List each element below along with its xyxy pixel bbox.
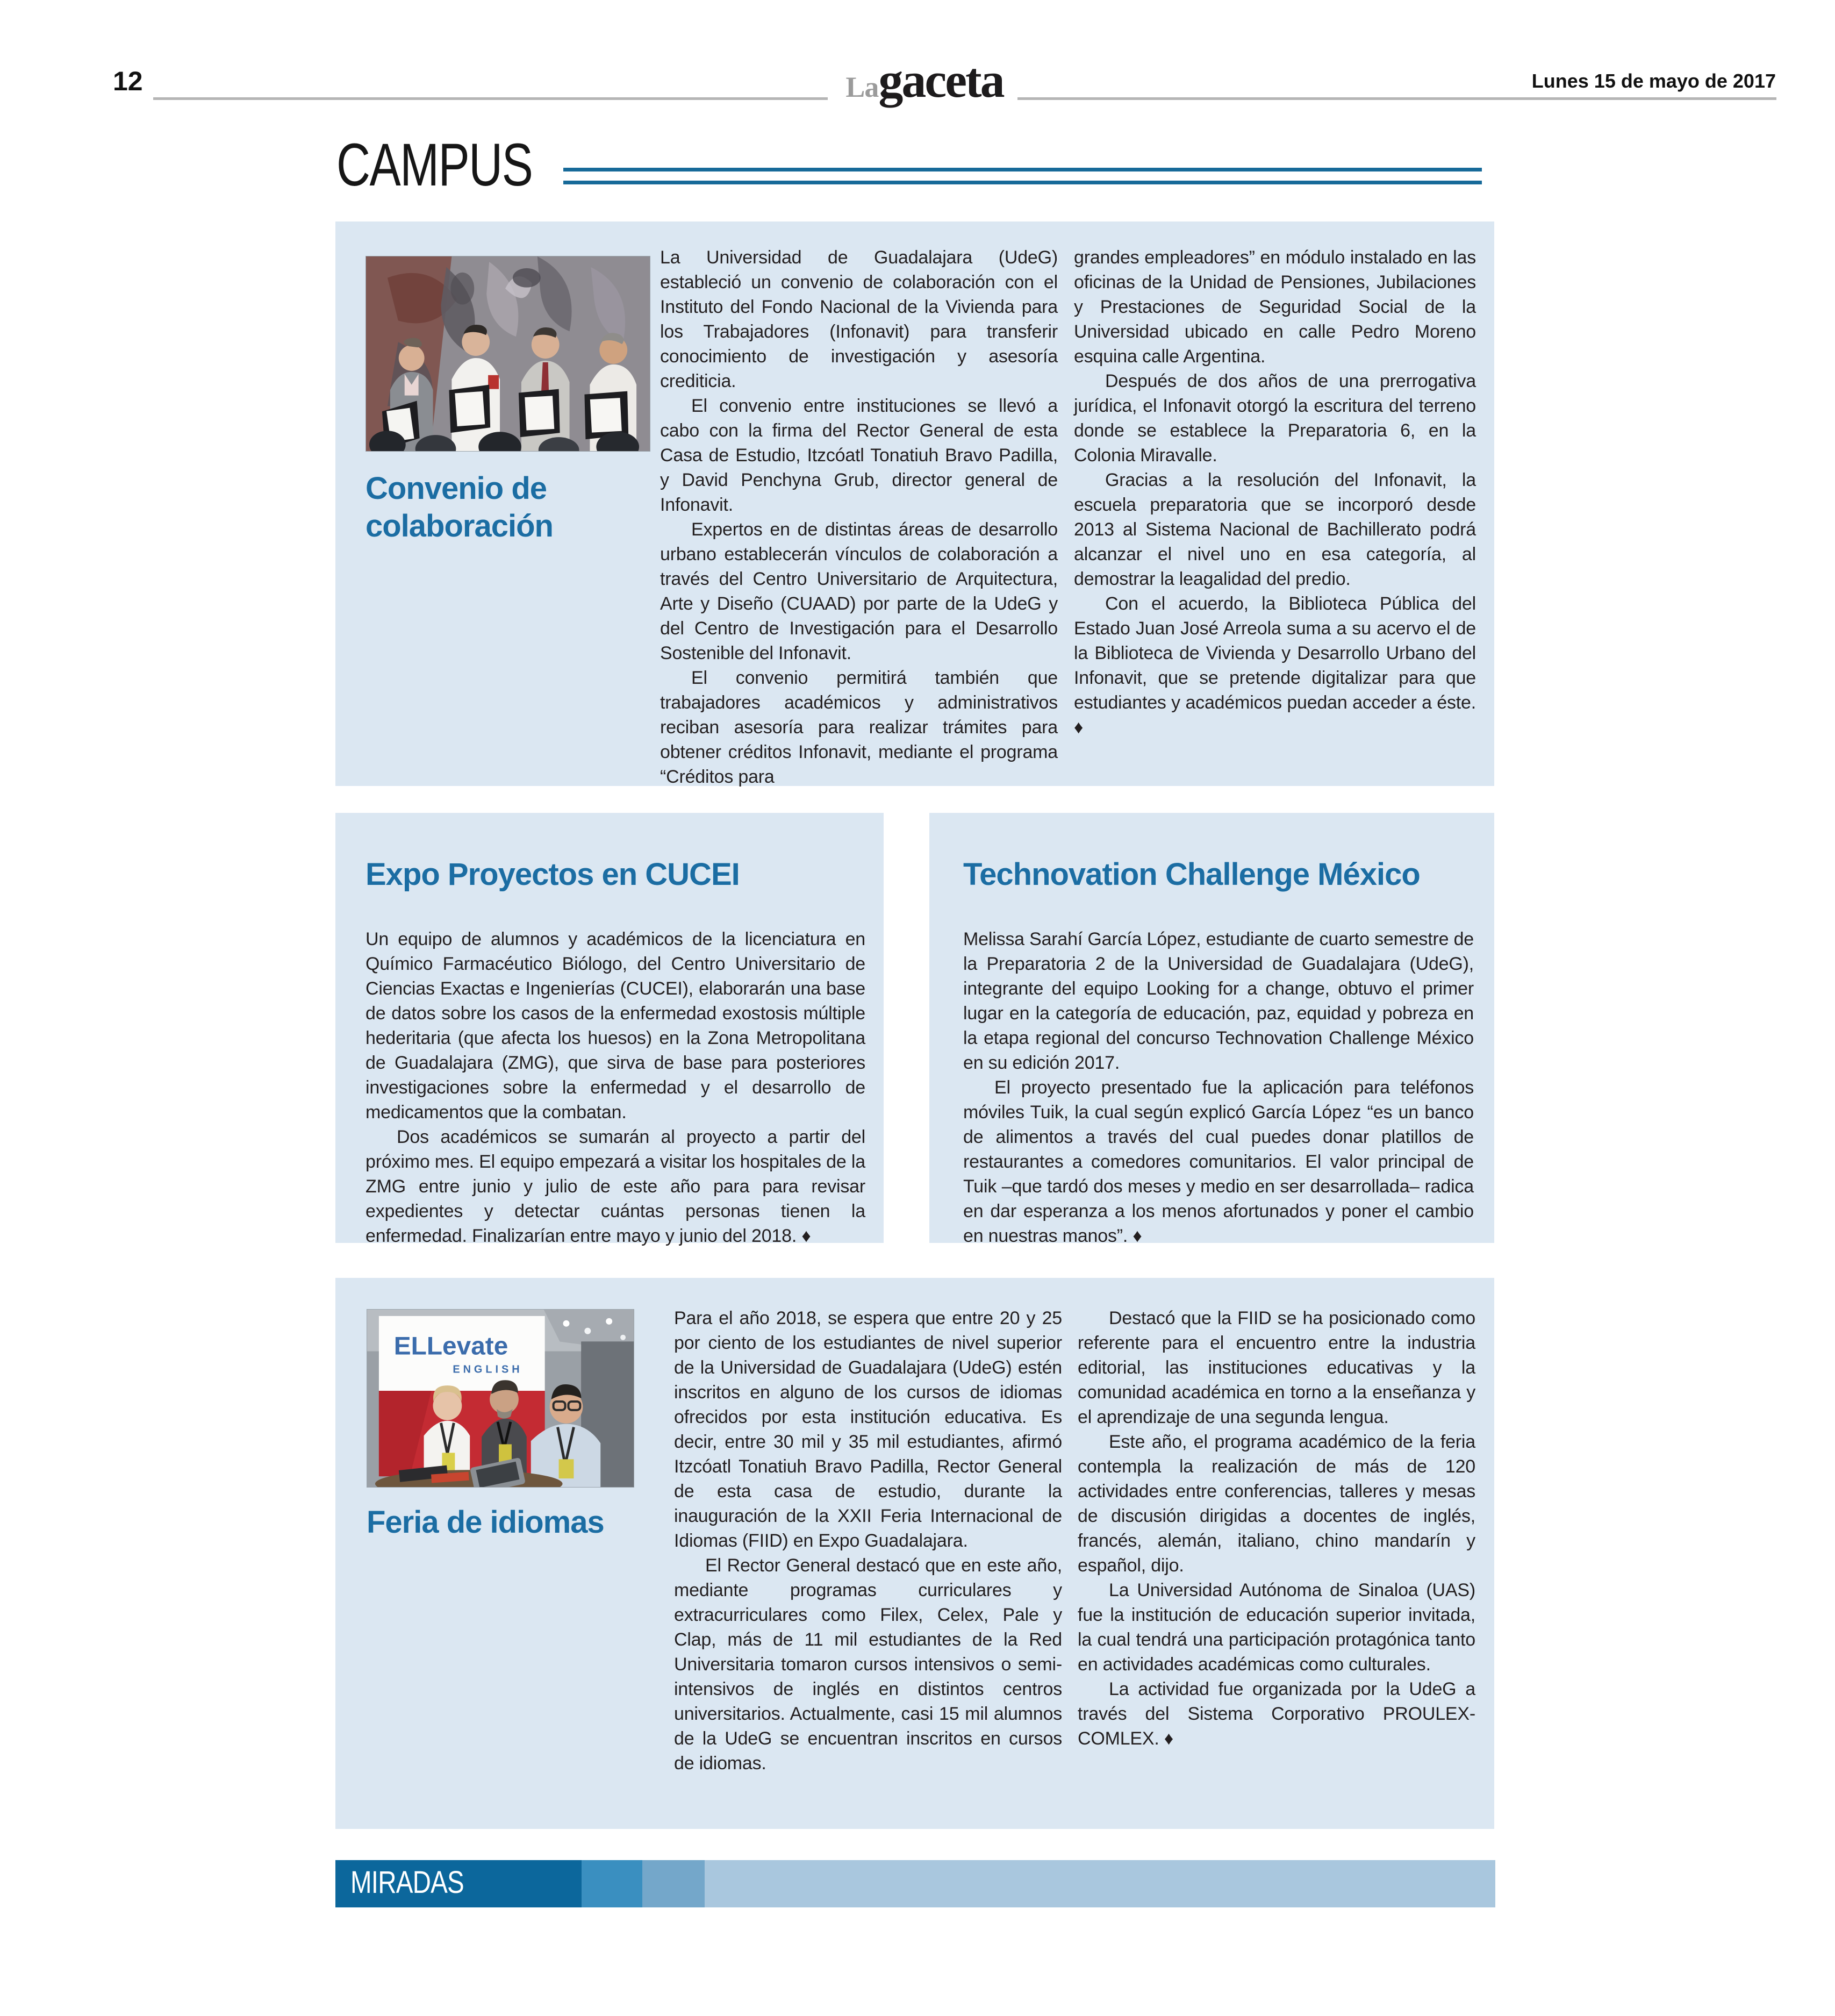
article-technovation [929, 813, 1494, 1246]
feria-column-1 [674, 1306, 1062, 1776]
feria-photo-illustration [367, 1310, 634, 1487]
masthead-la: La [845, 71, 879, 103]
article-paragraph: Expertos en de distintas áreas de desarrollo urbano establecerán vínculos de colaboración a través del Centro Universitario de Arquitectura, Arte y Diseño (CUAAD) por parte de la UdeG y del Centro de Investigación para el Desarrollo Sostenible del Infonavit. [660, 519, 1058, 663]
section-rule-bottom [563, 181, 1482, 184]
article-paragraph: El proyecto presentado fue la aplicación para teléfonos móviles Tuik, la cual según explicó García López “es un banco de alimentos a través del cual puedes donar platillos de restaurantes a comedores comunitarios. El valor principal de Tuik –que tardó dos meses y medio en ser desarrollada– radica en dar esperanza a los menos afortunados y poner el cambio en nuestras manos”. ♦ [963, 1077, 1474, 1246]
article-paragraph: Gracias a la resolución del Infonavit, la escuela preparatoria que se incorporó desde 2013 al Sistema Nacional de Bachillerato podrá alcanzar el nivel uno en esa categoría, al demostrar la leagalidad del predio. [1074, 470, 1476, 589]
article-paragraph: Este año, el programa académico de la feria contempla la realización de más de 120 actividades entre conferencias, talleres y mesas de discusión dirigidas a docentes de inglés, francés, alemán, italiano, chino mandarín y español, dijo. [1078, 1432, 1475, 1576]
article-feria [335, 1278, 1494, 1829]
article-paragraph: Después de dos años de una prerrogativa jurídica, el Infonavit otorgó la escritura del terreno donde se establece la Preparatoria 6, en la Colonia Miravalle. [1074, 371, 1476, 466]
article-paragraph: Melissa Sarahí García López, estudiante de cuarto semestre de la Preparatoria 2 de la Universidad de Guadalajara (UdeG), integrante del equipo Looking for a change, obtuvo el primer lugar en la categoría de educación, paz, equidad y pobreza en la etapa regional del concurso Technovation Challenge México en su edición 2017. [963, 929, 1474, 1073]
article-paragraph: Dos académicos se sumarán al proyecto a partir del próximo mes. El equipo empezará a visitar los hospitales de la ZMG entre junio y julio de este año para para revisar expedientes y detectar cuántas personas tienen la enfermedad. Finalizarían entre mayo y junio del 2018. ♦ [365, 1127, 865, 1246]
page-number: 12 [113, 66, 143, 96]
convenio-title-line2: colaboración [365, 509, 553, 544]
miradas-banner-dark-segment [335, 1860, 582, 1907]
miradas-label: MIRADAS [350, 1865, 464, 1900]
article-paragraph: La Universidad de Guadalajara (UdeG) estableció un convenio de colaboración con el Instituto del Fondo Nacional de la Vivienda para los Trabajadores (Infonavit) para transferir conocimiento de investigación y asesoría crediticia. [660, 247, 1058, 391]
miradas-banner-lightest-segment [705, 1860, 1495, 1907]
article-paragraph: El convenio permitirá también que trabajadores académicos y administrativos reciban asesoría para realizar trámites para obtener créditos Infonavit, mediante el programa “Créditos para [660, 668, 1058, 787]
miradas-banner-light-segment [642, 1860, 705, 1907]
feria-photo-brand-text: ELLevate [393, 1332, 508, 1361]
feria-column-2 [1078, 1306, 1475, 1751]
header-rule-right [1017, 97, 1776, 100]
technovation-title: Technovation Challenge México [963, 857, 1420, 892]
convenio-column-2 [1074, 245, 1476, 740]
convenio-column-1 [660, 245, 1058, 789]
article-paragraph: Para el año 2018, se espera que entre 20 y 25 por ciento de los estudiantes de nivel superior de la Universidad de Guadalajara (UdeG) estén inscritos en alguno de los cursos de idiomas ofrecidos por esta institución educativa. Es decir, entre 30 mil y 35 mil estudiantes, afirmó Itzcóatl Tonatiuh Bravo Padilla, Rector General de esta casa de estudio, durante la inauguración de la XXII Feria Internacional de Idiomas (FIID) en Expo Guadalajara. [674, 1308, 1062, 1551]
expo-title: Expo Proyectos en CUCEI [365, 857, 740, 892]
section-rule-top [563, 168, 1482, 171]
convenio-photo-illustration [366, 256, 650, 451]
article-paragraph: El Rector General destacó que en este año, mediante programas curriculares y extracurriculares como Filex, Celex, Pale y Clap, más de 11 mil estudiantes de la Red Universitaria tomaron cursos intensivos o semi-intensivos de inglés en distintos centros universitarios. Actualmente, casi 15 mil alumnos de la UdeG se encuentran inscritos en cursos de idiomas. [674, 1555, 1062, 1774]
masthead-gaceta: gaceta [878, 53, 1003, 108]
convenio-title-line1: Convenio de [365, 471, 547, 506]
article-convenio [335, 221, 1494, 786]
section-title: CAMPUS [336, 131, 533, 198]
masthead [830, 52, 1019, 109]
article-paragraph: La actividad fue organizada por la UdeG a través del Sistema Corporativo PROULEX-COMLEX. ♦ [1078, 1679, 1475, 1749]
feria-photo [367, 1309, 634, 1488]
header-rule-left [153, 97, 828, 100]
convenio-title [365, 470, 553, 545]
miradas-banner-medium-segment [582, 1860, 642, 1907]
miradas-banner [335, 1860, 1495, 1907]
article-paragraph: grandes empleadores” en módulo instalado en las oficinas de la Unidad de Pensiones, Jubilaciones y Prestaciones de Seguridad Social de la Universidad ubicado en calle Pedro Moreno esquina calle Argentina. [1074, 247, 1476, 367]
article-paragraph: Un equipo de alumnos y académicos de la licenciatura en Químico Farmacéutico Biólogo, del Centro Universitario de Ciencias Exactas e Ingenierías (CUCEI), elaborarán una base de datos sobre los casos de la enfermedad exostosis múltiple hederitaria (que afecta los huesos) en la Zona Metropolitana de Guadalajara (ZMG), que sirva de base para posteriores investigaciones sobre la enfermedad y el desarrollo de medicamentos que la combatan. [365, 929, 865, 1123]
article-paragraph: Destacó que la FIID se ha posicionado como referente para el encuentro entre la industria editorial, las instituciones educativas y la comunidad académica en torno a la enseñanza y el aprendizaje de una segunda lengua. [1078, 1308, 1475, 1427]
page-date: Lunes 15 de mayo de 2017 [1531, 70, 1776, 92]
article-paragraph: El convenio entre instituciones se llevó a cabo con la firma del Rector General de esta Casa de Estudio, Itzcóatl Tonatiuh Bravo Padilla, y David Penchyna Grub, director general de Infonavit. [660, 396, 1058, 515]
feria-photo-brand-sub-text: ENGLISH [453, 1363, 523, 1376]
article-expo [335, 813, 884, 1246]
article-paragraph: Con el acuerdo, la Biblioteca Pública del Estado Juan José Arreola suma a su acervo el de la Biblioteca de Vivienda y Desarrollo Urbano del Infonavit, que se pretende digitalizar para que estudiantes y académicos puedan acceder a éste. ♦ [1074, 594, 1476, 738]
feria-title: Feria de idiomas [367, 1505, 604, 1540]
expo-column [365, 927, 865, 1248]
convenio-photo [365, 256, 650, 452]
technovation-column [963, 927, 1474, 1248]
article-paragraph: La Universidad Autónoma de Sinaloa (UAS) fue la institución de educación superior invitada, la cual tendrá una participación protagónica tanto en actividades académicas como culturales. [1078, 1580, 1475, 1675]
